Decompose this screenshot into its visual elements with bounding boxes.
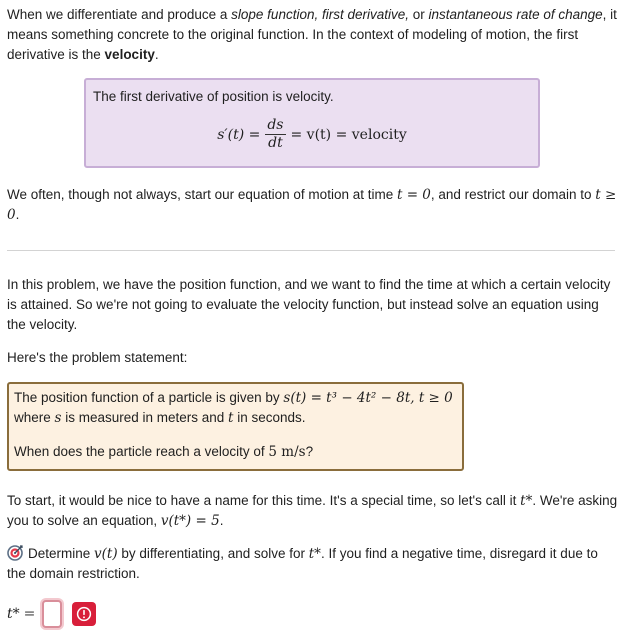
intro-text: When we differentiate and produce a (7, 7, 232, 22)
intro-text: , it means something concrete to the original function. In the context of modeling of motion, the first derivative is the (7, 7, 617, 62)
target-velocity: 5 m/s (268, 444, 306, 460)
math-equation: v(t*) = 5 (160, 513, 220, 529)
spacer (14, 428, 457, 442)
problem-question (14, 442, 457, 462)
problem-intro-paragraph: In this problem, we have the position function, and we want to find the time at which a certain velocity is attained. So we're not going to evaluate the velocity function, but instead solve an equation using the velocity. (7, 277, 611, 332)
position-function: s(t) = t³ − 4t² − 8t, t ≥ 0 (283, 390, 453, 406)
math-tstar: t* (520, 493, 533, 509)
task-paragraph (7, 544, 618, 584)
math-tstar: t* (308, 546, 321, 562)
fraction-numerator: ds (267, 117, 284, 133)
error-indicator[interactable] (72, 602, 96, 626)
answer-variable: t* (7, 606, 20, 622)
definition-equation (86, 118, 538, 151)
math-s: s (54, 410, 62, 426)
question-text: When does the particle reach a velocity of (14, 444, 269, 459)
definition-box (84, 78, 540, 168)
target-icon (7, 545, 23, 561)
equation-rhs: = v(t) = velocity (290, 126, 407, 143)
answer-equals: = (23, 606, 36, 622)
answer-input[interactable] (42, 600, 62, 628)
definition-text: The first derivative of position is velocity. (93, 89, 334, 104)
math-t: t (228, 410, 234, 426)
statement-label: Here's the problem statement: (7, 350, 188, 365)
fraction-denominator: dt (268, 135, 283, 151)
task-text: Determine (28, 546, 95, 561)
math-t-zero: t = 0 (396, 187, 431, 203)
problem-line-2 (14, 408, 457, 428)
task-text: . If you find a negative time, disregard it due to the domain restriction. (7, 546, 598, 581)
naming-text: . We're asking you to solve an equation, (7, 493, 618, 528)
section-divider (7, 250, 615, 251)
intro-term-slope: slope function, first derivative, (231, 7, 409, 22)
naming-text: To start, it would be nice to have a name for this time. It's a special time, so let's call it (7, 493, 521, 508)
intro-text: . (154, 47, 159, 62)
answer-row (7, 598, 618, 630)
problem-text: where (14, 410, 55, 425)
math-domain: t ≥ 0 (7, 187, 617, 223)
intro-text: or (409, 7, 429, 22)
naming-text: . (219, 513, 224, 528)
domain-paragraph (7, 185, 618, 225)
problem-text: in seconds. (233, 410, 306, 425)
intro-paragraph (7, 5, 618, 65)
intro-term-velocity: velocity (104, 47, 155, 62)
equation-lhs: s′(t) = (217, 126, 261, 143)
naming-paragraph (7, 491, 618, 531)
question-text: ? (305, 444, 314, 459)
problem-text: The position function of a particle is given by (14, 390, 284, 405)
task-text: by differentiating, and solve for (117, 546, 309, 561)
problem-line-1 (14, 388, 457, 408)
error-icon (76, 606, 92, 622)
domain-text: , and restrict our domain to (430, 187, 596, 202)
math-vt: v(t) (94, 546, 118, 562)
derivative-fraction (265, 118, 285, 151)
problem-statement-box (7, 382, 464, 471)
intro-term-rate: instantaneous rate of change (428, 7, 603, 22)
domain-text: . (15, 207, 20, 222)
problem-text: is measured in meters and (61, 410, 229, 425)
domain-text: We often, though not always, start our equation of motion at time (7, 187, 397, 202)
